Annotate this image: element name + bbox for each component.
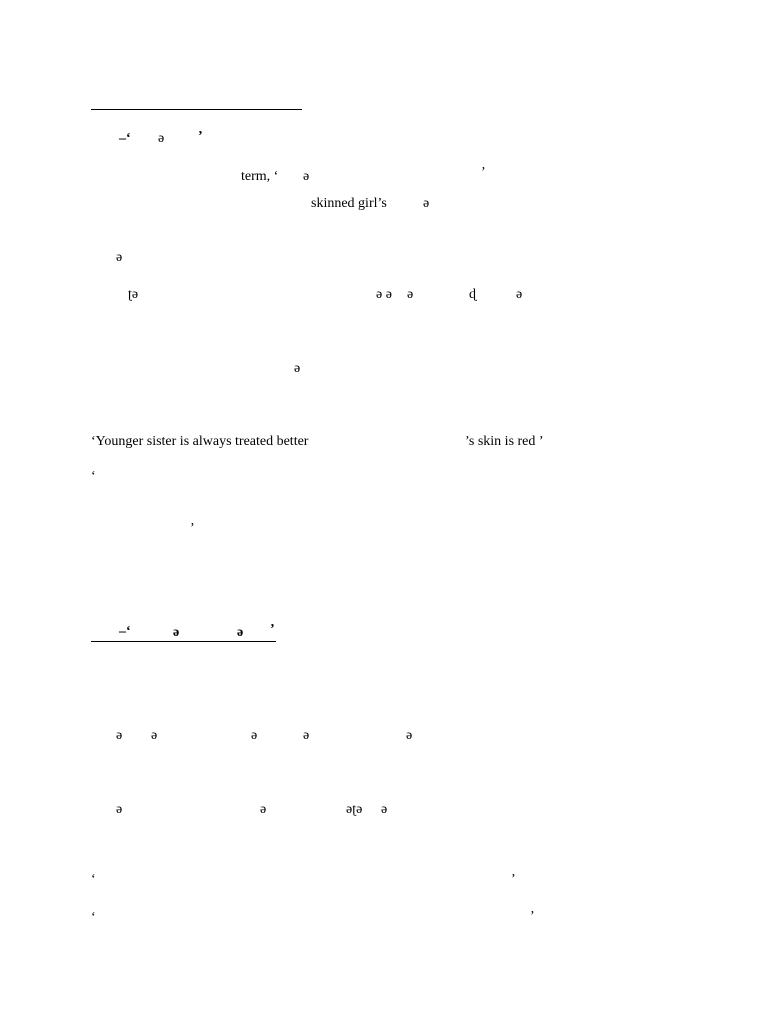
body-text-fragment: ɖ: [469, 287, 476, 302]
body-text-fragment: ’: [481, 165, 486, 180]
body-text-fragment: skinned girl’s: [311, 196, 387, 211]
body-text-fragment: ə: [516, 287, 523, 302]
body-text-fragment: ə: [116, 802, 123, 817]
section1-heading-dash-quote: –‘: [119, 131, 131, 146]
body-text-fragment: ’: [530, 909, 535, 924]
section2-heading-schwa: ə: [173, 625, 180, 640]
body-text-fragment: ə: [381, 802, 388, 817]
body-text-fragment: ‘: [91, 469, 96, 484]
body-text-fragment: ə: [303, 169, 310, 184]
body-text-fragment: ə ə: [376, 287, 392, 302]
section2-heading-dash-quote: –‘: [119, 624, 131, 639]
body-text-fragment: ə: [423, 196, 430, 211]
body-text-fragment: ə: [116, 250, 123, 265]
body-text-fragment: ə: [116, 728, 123, 743]
body-text-fragment: ə: [251, 728, 258, 743]
body-text-fragment: ‘: [91, 910, 96, 925]
body-text-fragment: ‘Younger sister is always treated better: [91, 434, 309, 449]
section2-heading-underline: [91, 641, 276, 642]
section2-heading-close-quote: ’: [270, 622, 275, 637]
body-text-fragment: ə: [407, 287, 414, 302]
body-text-fragment: term, ‘: [241, 169, 279, 184]
body-text-fragment: ə: [260, 802, 267, 817]
body-text-fragment: ’s skin is red ’: [465, 434, 544, 449]
section1-heading-underline: [91, 109, 302, 110]
body-text-fragment: ’: [511, 872, 516, 887]
body-text-fragment: ‘: [91, 872, 96, 887]
section1-heading-close-quote: ’: [198, 129, 203, 144]
body-text-fragment: ʈə: [128, 287, 139, 302]
body-text-fragment: ə: [303, 728, 310, 743]
body-text-fragment: ə: [151, 728, 158, 743]
body-text-fragment: ə: [406, 728, 413, 743]
body-text-fragment: əʈə: [346, 802, 363, 817]
body-text-fragment: ’: [190, 521, 195, 536]
body-text-fragment: ə: [294, 361, 301, 376]
section2-heading-schwa: ə: [237, 625, 244, 640]
section1-heading-schwa: ə: [158, 131, 165, 146]
